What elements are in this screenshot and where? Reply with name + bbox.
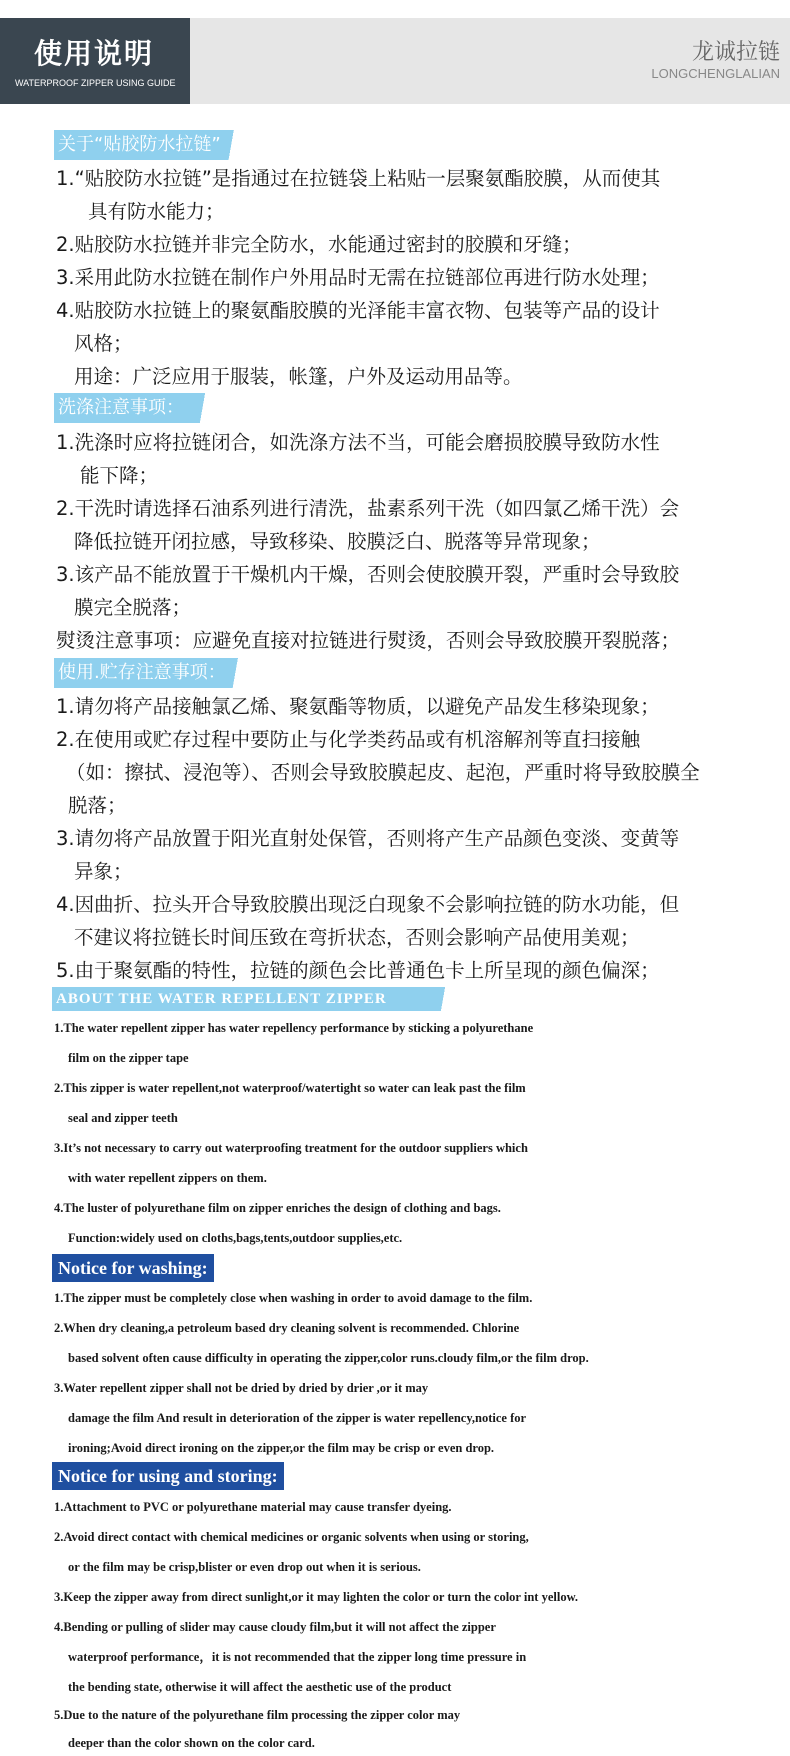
cn-text-line: （如：擦拭、浸泡等）、否则会导致胶膜起皮、起泡，严重时将导致胶膜全 [66,761,700,784]
cn-text-line: 4.因曲折、拉头开合导致胶膜出现泛白现象不会影响拉链的防水功能，但 [56,893,680,916]
cn-text-line: 降低拉链开闭拉感，导致移染、胶膜泛白、脱落等异常现象； [74,530,601,553]
header-bar [0,18,790,104]
cn-text-line: 膜完全脱落； [74,596,192,619]
cn-text-line: 3.采用此防水拉链在制作户外用品时无需在拉链部位再进行防水处理； [56,266,660,289]
en-text-line: 3.It’s not necessary to carry out waterproofing treatment for the outdoor suppliers which [54,1141,528,1155]
en-text-line: 5.Due to the nature of the polyurethane film processing the zipper color may [54,1708,461,1722]
en-text-line: with water repellent zippers on them. [68,1171,267,1185]
cn-text-line: 风格； [74,332,133,355]
cn-text-line: 1.请勿将产品接触氯乙烯、聚氨酯等物质，以避免产品发生移染现象； [56,695,660,718]
cn-text-line: 5.由于聚氨酯的特性，拉链的颜色会比普通色卡上所呈现的颜色偏深； [56,959,660,982]
section-heading-storage-en: Notice for using and storing: [52,1462,284,1490]
cn-text-line: 3.该产品不能放置于干燥机内干燥，否则会使胶膜开裂，严重时会导致胶 [56,563,680,586]
en-text-line: deeper than the color shown on the color card. [68,1736,315,1750]
en-text-line: damage the film And result in deterioration of the zipper is water repellency,notice for [68,1411,527,1425]
cn-text-line: 2.贴胶防水拉链并非完全防水，水能通过密封的胶膜和牙缝； [56,233,582,256]
cn-text-line: 用途：广泛应用于服装，帐篷，户外及运动用品等。 [74,365,523,388]
en-text-line: 4.Bending or pulling of slider may cause cloudy film,but it will not affect the zipper [54,1620,496,1634]
cn-text-line: 熨烫注意事项：应避免直接对拉链进行熨烫，否则会导致胶膜开裂脱落； [56,629,681,652]
en-text-line: waterproof performance，it is not recommended that the zipper long time pressure in [68,1650,527,1664]
cn-text-line: 4.贴胶防水拉链上的聚氨酯胶膜的光泽能丰富衣物、包装等产品的设计 [56,299,660,322]
page-title: 使用说明 [34,37,155,70]
en-text-line: 3.Keep the zipper away from direct sunlight,or it may lighten the color or turn the color int yellow. [54,1590,579,1604]
en-text-line: or the film may be crisp,blister or even drop out when it is serious. [68,1560,421,1574]
cn-text-line: 脱落； [68,794,127,817]
section-heading-about-en: ABOUT THE WATER REPELLENT ZIPPER [52,987,466,1011]
cn-text-line: 2.在使用或贮存过程中要防止与化学类药品或有机溶解剂等直扫接触 [56,728,641,751]
brand-name-cn: 龙诚拉链 [691,40,780,65]
en-text-line: 1.The zipper must be completely close when washing in order to avoid damage to the film. [54,1291,533,1305]
cn-text-line: 异象； [74,860,133,883]
brand-name-en: LONGCHENGLALIAN [651,66,780,81]
page-subtitle: WATERPROOF ZIPPER USING GUIDE [15,78,176,88]
title-block [0,18,190,104]
cn-text-line: 不建议将拉链长时间压致在弯折状态，否则会影响产品使用美观； [74,926,640,949]
section-heading-about-cn: 关于“贴胶防水拉链” [54,130,268,160]
section-heading-washing-en: Notice for washing: [52,1254,214,1282]
en-text-line: 2.When dry cleaning,a petroleum based dry cleaning solvent is recommended. Chlorine [54,1321,520,1335]
en-text-line: 2.This zipper is water repellent,not waterproof/watertight so water can leak past the film [54,1081,526,1095]
en-text-line: 1.The water repellent zipper has water repellency performance by sticking a polyurethane [54,1021,534,1035]
cn-text-line: 3.请勿将产品放置于阳光直射处保管，否则将产生产品颜色变淡、变黄等 [56,827,680,850]
en-text-line: the bending state, otherwise it will affect the aesthetic use of the product [68,1680,452,1694]
cn-text-line: 能下降； [80,464,159,487]
section-heading-washing-cn: 洗涤注意事项： [54,393,233,423]
en-text-line: ironing;Avoid direct ironing on the zipper,or the film may be crisp or even drop. [68,1441,495,1455]
en-text-line: 1.Attachment to PVC or polyurethane material may cause transfer dyeing. [54,1500,452,1514]
brand-block [651,40,780,82]
cn-text-line: 2.干洗时请选择石油系列进行清洗，盐素系列干洗（如四氯乙烯干洗）会 [56,497,680,520]
en-text-line: film on the zipper tape [68,1051,189,1065]
en-text-line: 4.The luster of polyurethane film on zipper enriches the design of clothing and bags. [54,1201,501,1215]
en-text-line: based solvent often cause difficulty in operating the zipper,color runs.cloudy film,or the film drop. [68,1351,589,1365]
cn-text-line: 具有防水能力； [88,200,225,223]
en-text-line: seal and zipper teeth [68,1111,178,1125]
en-text-line: 2.Avoid direct contact with chemical medicines or organic solvents when using or storing, [54,1530,529,1544]
section-heading-storage-cn: 使用.贮存注意事项： [54,658,273,688]
en-text-line: Function:widely used on cloths,bags,tents,outdoor supplies,etc. [68,1231,403,1245]
cn-text-line: 1.“贴胶防水拉链”是指通过在拉链袋上粘贴一层聚氨酯胶膜，从而使其 [56,167,661,190]
en-text-line: 3.Water repellent zipper shall not be dried by dried by drier ,or it may [54,1381,429,1395]
cn-text-line: 1.洗涤时应将拉链闭合，如洗涤方法不当，可能会磨损胶膜导致防水性 [56,431,660,454]
